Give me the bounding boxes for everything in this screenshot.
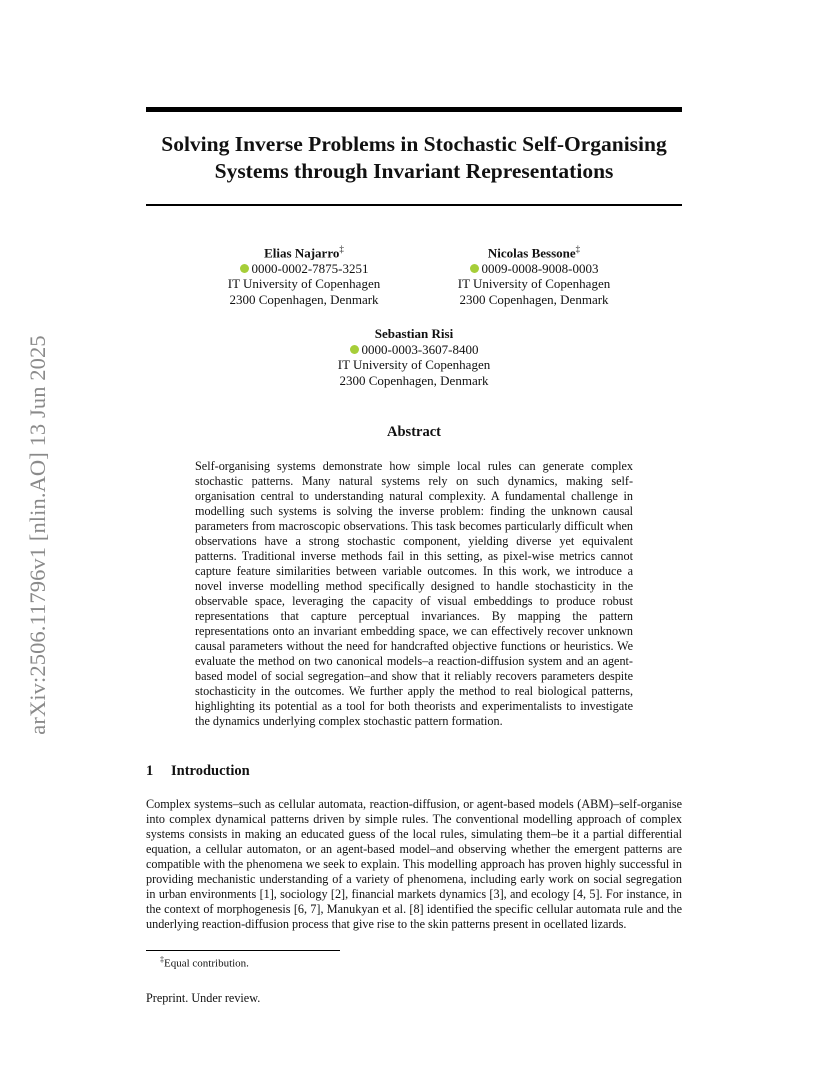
orcid-line[interactable]: 0000-0002-7875-3251 bbox=[240, 261, 369, 276]
author-address: 2300 Copenhagen, Denmark bbox=[339, 372, 489, 388]
author-name: Sebastian Risi bbox=[374, 326, 454, 341]
paper-title: Solving Inverse Problems in Stochastic Self-Organising Systems through Invariant Representations bbox=[161, 132, 667, 183]
author-affiliation: IT University of Copenhagen bbox=[227, 276, 381, 292]
author-block bbox=[294, 326, 534, 388]
abstract-text: Self-organising systems demonstrate how simple local rules can generate complex stochastic patterns. Many natural systems rely on such dynamics, making self-organisation central to understanding natural complexity. A fundamental challenge in modelling such systems is solving the inverse problem: finding the unknown causal parameters from macroscopic observations. This task becomes particularly difficult when observations have a strong stochastic component, yielding diverse yet equivalent patterns. Traditional inverse methods fail in this setting, as pixel-wise metrics cannot capture feature similarities between variable outcomes. In this work, we introduce a novel inverse modelling method specifically designed to handle stochasticity in the observable space, leveraging the capacity of visual embeddings to produce robust representations that capture perceptual invariances. By mapping the pattern representations onto an invariant embedding space, we can effectively recover unknown causal parameters without the need for handcrafted objective functions or heuristics. We evaluate the method on two canonical models–a reaction-diffusion system and an agent-based model of social segregation–and show that it reliably recovers parameters despite stochasticity in the outcomes. We further apply the method to real biological patterns, highlighting its potential as a tool for both theorists and experimentalists to investigate the dynamics underlying complex stochastic pattern formation. bbox=[195, 459, 633, 728]
title-top-rule bbox=[146, 107, 682, 112]
orcid-line[interactable]: 0009-0008-9008-0003 bbox=[470, 261, 599, 276]
author-address: 2300 Copenhagen, Denmark bbox=[459, 291, 609, 307]
orcid-icon bbox=[240, 264, 249, 273]
author-affiliation: IT University of Copenhagen bbox=[457, 276, 611, 292]
title-bottom-rule bbox=[146, 204, 682, 206]
abstract-heading: Abstract bbox=[387, 424, 441, 440]
footnote: ‡Equal contribution. bbox=[160, 955, 249, 970]
author-block bbox=[184, 242, 424, 307]
introduction-text: Complex systems–such as cellular automata, reaction-diffusion, or agent-based models (ABM)–self-organise into complex dynamical patterns driven by simple rules. The conventional modelling approach of complex systems consists in making an educated guess of the local rules, simulating them–be it a partial differential equation, a cellular automaton, or an agent-based model–and observing whether the emergent patterns are compatible with the phenomena we seek to explain. This modelling approach has proven highly successful in providing mechanistic understanding of a variety of phenomena, including early work on social segregation in urban environments [1], sociology [2], financial markets dynamics [3], and ecology [4, 5]. For instance, in the context of morphogenesis [6, 7], Manukyan et al. [8] identified the specific cellular automata rule and the underlying reaction-diffusion process that give rise to the skin patterns present in ocellated lizards. bbox=[146, 797, 682, 931]
section-title: Introduction bbox=[171, 763, 250, 779]
footnote-mark: ‡ bbox=[160, 955, 164, 964]
arxiv-stamp: arXiv:2506.11796v1 [nlin.AO] 13 Jun 2025 bbox=[25, 335, 50, 735]
orcid-icon bbox=[350, 345, 359, 354]
author-name: Elias Najarro‡ bbox=[264, 244, 344, 261]
author-block bbox=[414, 242, 654, 307]
section-heading bbox=[146, 763, 250, 780]
orcid-line[interactable]: 0000-0003-3607-8400 bbox=[350, 342, 479, 357]
equal-contribution-mark: ‡ bbox=[575, 244, 581, 254]
preprint-note: Preprint. Under review. bbox=[146, 991, 261, 1005]
author-name: Nicolas Bessone‡ bbox=[487, 244, 581, 261]
section-number: 1 bbox=[146, 763, 154, 779]
orcid-icon bbox=[470, 264, 479, 273]
equal-contribution-mark: ‡ bbox=[339, 244, 344, 254]
author-address: 2300 Copenhagen, Denmark bbox=[229, 291, 379, 307]
footnote-rule bbox=[146, 950, 340, 951]
author-affiliation: IT University of Copenhagen bbox=[337, 357, 491, 372]
